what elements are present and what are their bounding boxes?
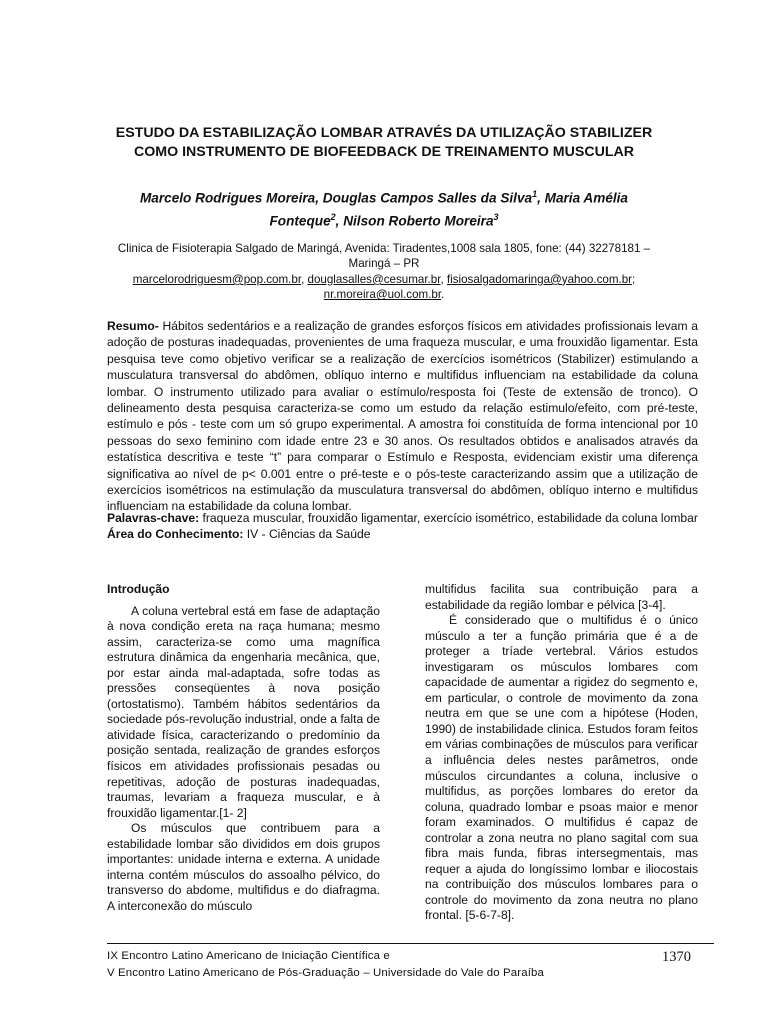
email-end: . bbox=[441, 288, 445, 302]
email-sep-1: , bbox=[301, 272, 308, 286]
page-number: 1370 bbox=[662, 949, 691, 965]
authors-line-1 bbox=[60, 185, 708, 208]
author-sup-2: 2 bbox=[330, 211, 336, 222]
author-sup-3: 3 bbox=[493, 211, 499, 222]
affiliation-line-1: Clinica de Fisioterapia Salgado de Maringá, Avenida: Tiradentes,1008 sala 1805, fone: (44) 32278181 – bbox=[117, 242, 651, 255]
intro-paragraph-2: Os músculos que contribuem para a estabilidade lombar são divididos em dois grupos importantes: unidade interna e externa. A unidade interna contém músculos do assoalho pélvico, do transverso do abdome, multifidus e do diafragma. A interconexão do músculo bbox=[107, 821, 380, 913]
affiliation bbox=[60, 241, 708, 303]
author-names-2: , Maria Amélia bbox=[537, 190, 628, 206]
area-text: IV - Ciências da Saúde bbox=[243, 527, 371, 542]
footer-line-2: V Encontro Latino Americano de Pós-Graduação – Universidade do Vale do Paraíba bbox=[107, 967, 545, 979]
section-heading-introducao: Introdução bbox=[107, 582, 170, 596]
knowledge-area bbox=[107, 526, 698, 542]
email-sep-3: ; bbox=[632, 272, 636, 286]
footer-conference bbox=[107, 948, 544, 982]
keywords-block bbox=[107, 510, 698, 542]
left-column bbox=[107, 582, 380, 914]
email-sep-2: , bbox=[440, 272, 447, 286]
email-link-4[interactable]: nr.moreira@uol.com.br bbox=[323, 288, 442, 302]
email-link-1[interactable]: marcelorodriguesm@pop.com.br bbox=[132, 272, 302, 286]
right-column bbox=[425, 582, 698, 924]
intro-paragraph-3: multifidus facilita sua contribuição para a estabilidade da região lombar e pélvica [3-4]. bbox=[425, 582, 698, 612]
keywords bbox=[107, 510, 698, 526]
area-label: Área do Conhecimento: bbox=[107, 527, 244, 542]
abstract-paragraph bbox=[107, 318, 698, 515]
email-line-1 bbox=[60, 272, 708, 287]
title-line-1: ESTUDO DA ESTABILIZAÇÃO LOMBAR ATRAVÉS DA UTILIZAÇÃO STABILIZER bbox=[115, 125, 653, 141]
footer-divider bbox=[107, 943, 714, 944]
author-list bbox=[60, 185, 708, 230]
affiliation-line-2: Maringá – PR bbox=[348, 257, 420, 271]
author-sup-1: 1 bbox=[532, 189, 538, 199]
abstract bbox=[107, 318, 698, 515]
intro-paragraph-4: É considerado que o multifidus é o único músculo a ter a função primária que é a de proteger a tríade vertebral. Vários estudos investigaram os músculos lombares com capacidade de aumentar a rigidez do segmento e, em particular, o controle de movimento da zona neutra em que se une com a hipótese (Hoden, 1990) de instabilidade clinica. Estudos foram feitos em várias combinações de músculos para verificar a influência deles nestes parâmetros, onde músculos circundantes a coluna, inclusive o multifidus, as porções lombares do eretor da coluna, quadrado lombar e psoas maior e menor foram examinados. O multifidus é capaz de controlar a zona neutra no plano sagital com sua fibra mais funda, fibras intersegmentais, mas requer a ajuda do longíssimo lombar e iliocostais na contribuição dos músculos lombares para o controle do movimento da zona neutra no plano frontal. [5-6-7-8]. bbox=[425, 613, 698, 923]
keywords-text: fraqueza muscular, frouxidão ligamentar, exercício isométrico, estabilidade da coluna lombar bbox=[199, 511, 698, 525]
paper-title bbox=[60, 124, 708, 162]
author-name-nilson: , Nilson Roberto Moreira bbox=[335, 213, 494, 229]
email-link-3[interactable]: fisiosalgadomaringa@yahoo.com.br bbox=[446, 272, 633, 286]
footer-line-1: IX Encontro Latino Americano de Iniciação Científica e bbox=[107, 950, 390, 962]
title-line-2: COMO INSTRUMENTO DE BIOFEEDBACK DE TREINAMENTO MUSCULAR bbox=[134, 144, 634, 160]
authors-line-2 bbox=[60, 208, 708, 231]
email-line-2 bbox=[60, 287, 708, 302]
abstract-label: Resumo- bbox=[107, 319, 159, 333]
email-link-2[interactable]: douglasalles@cesumar.br bbox=[307, 272, 441, 286]
author-name-fonteque: Fonteque bbox=[269, 213, 331, 229]
abstract-text: Hábitos sedentários e a realização de grandes esforços físicos em atividades profissionais levam a adoção de posturas inadequadas, provenientes de uma fraqueza muscular, e uma frouxidão ligamentar. Esta pesquisa teve como objetivo verificar se a realização de exercícios isométricos (Stabilizer) estimulando a musculatura transversal do abdômen, oblíquo interno e multifidus influenciam na estabilidade da coluna lombar. O instrumento utilizado para avaliar o estímulo/resposta foi (Teste de extensão de tronco). O delineamento desta pesquisa caracteriza-se como um estudo da relação estimulo/efeito, com pré-teste, estímulo e pós - teste com um só grupo experimental. A amostra foi constituída de forma intencional por 10 pessoas do sexo feminino com idade entre 23 e 30 anos. Os resultados obtidos e analisados através da estatística descritiva e teste “t” para comparar o Estímulo e Resposta, evidenciam existir uma diferença significativa ao nível de p< 0.001 entre o pré-teste e o pós-teste caracterizando assim que a utilização de exercícios isométricos na estimulação da musculatura transversal do abdômen, oblíquo interno e multifidus influenciam na estabilidade da coluna lombar. bbox=[107, 319, 698, 514]
keywords-label: Palavras-chave: bbox=[107, 511, 200, 525]
intro-paragraph-1: A coluna vertebral está em fase de adaptação à nova condição ereta na raça humana; mesmo assim, caracteriza-se como uma magnífica estrutura dinâmica da engenharia mecânica, que, por estar ainda mal-adaptada, sofre todas as pressões conseqüentes à nova posição (ortostatismo). Também hábitos sedentários da sociedade pós-revolução industrial, onde a falta de atividade física, caracterizando o predomínio da posição sentada, realização de grandes esforços físicos em atividades profissionais pesadas ou repetitivas, adoção de posturas inadequadas, traumas, levariam a fraqueza muscular, e à frouxidão ligamentar.[1- 2] bbox=[107, 603, 380, 820]
author-names-1: Marcelo Rodrigues Moreira, Douglas Campos Salles da Silva bbox=[139, 190, 533, 206]
